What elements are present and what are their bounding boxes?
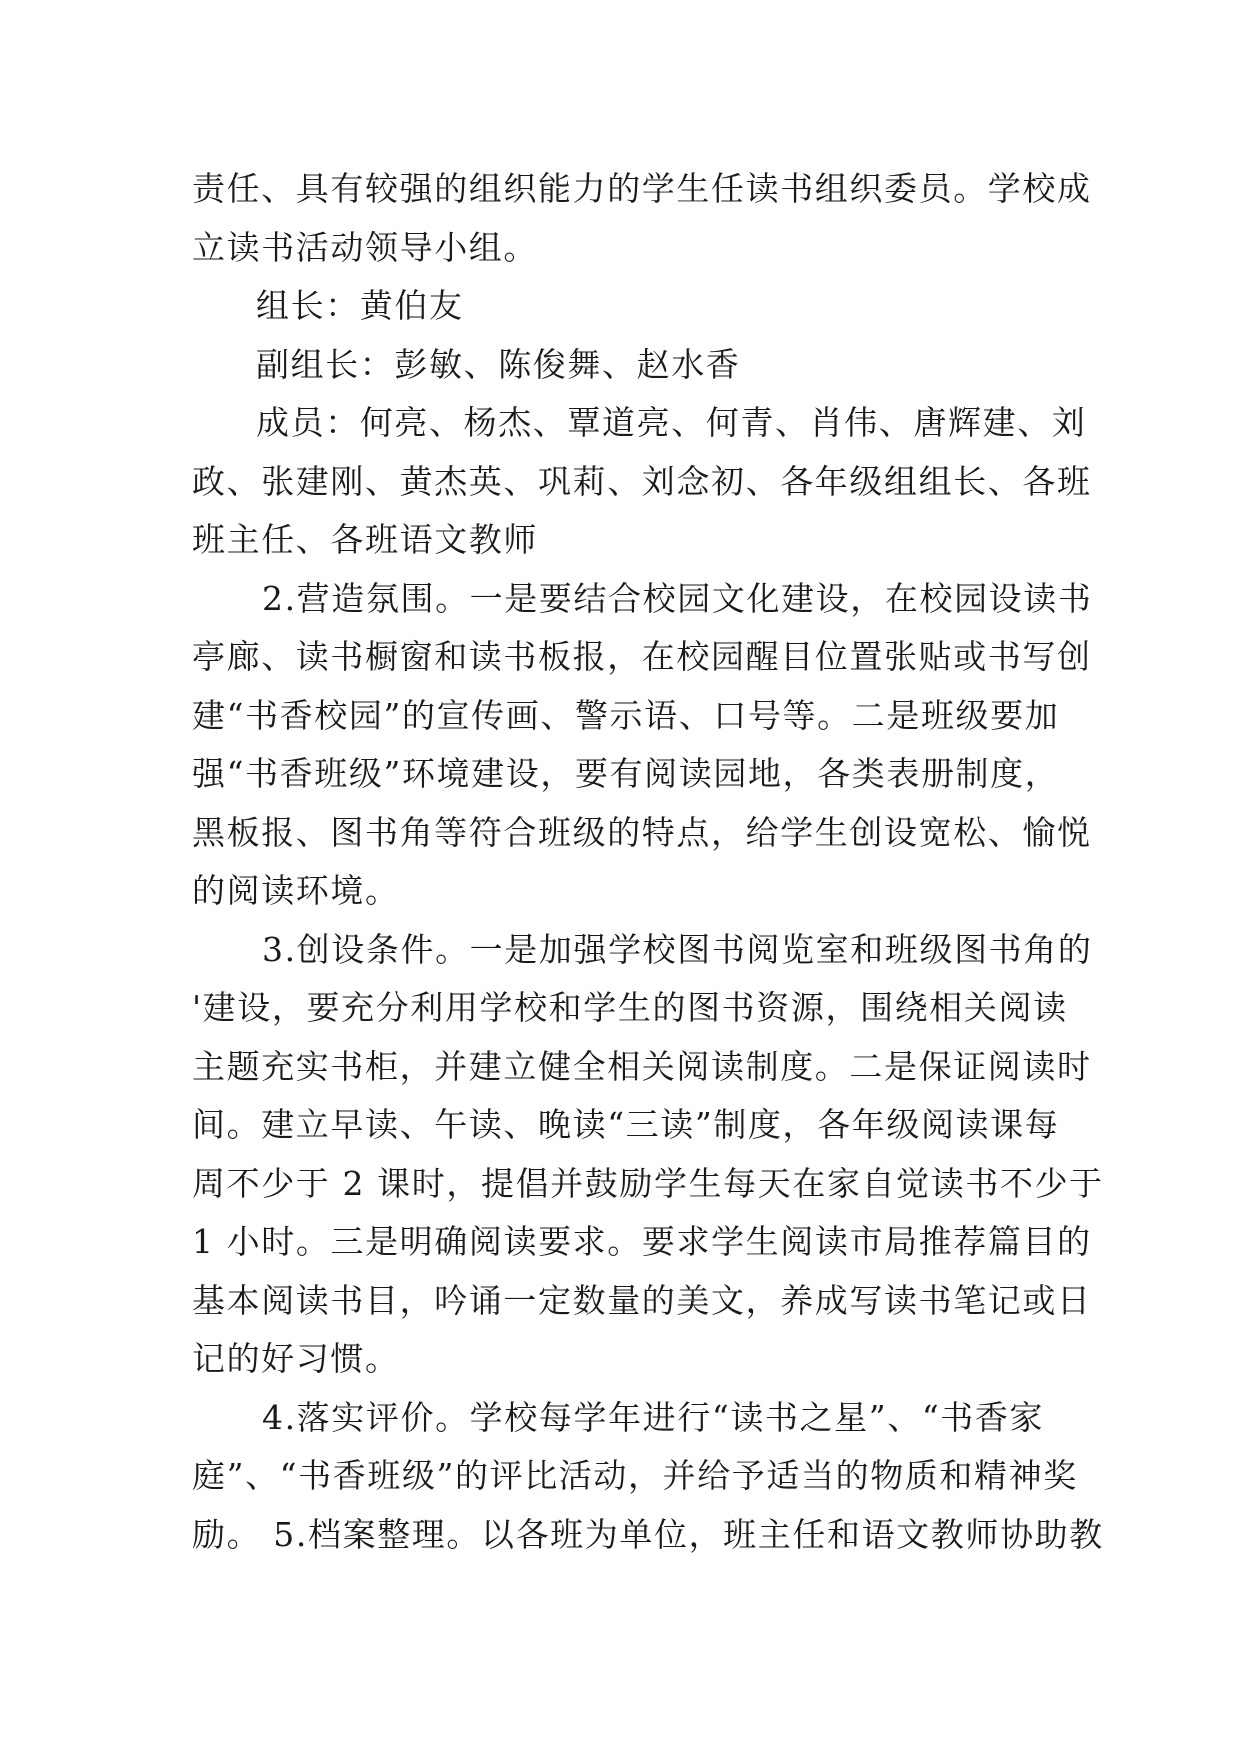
text-line: 成员：何亮、杨杰、覃道亮、何青、肖伟、唐辉建、刘 (256, 403, 1087, 442)
text-line: 黑板报、图书角等符合班级的特点，给学生创设宽松、愉悦 (192, 812, 1092, 852)
text-line: 责任、具有较强的组织能力的学生任读书组织委员。学校成 (192, 169, 1092, 208)
text-line: 庭”、“书香班级”的评比活动，并给予适当的物质和精神奖 (192, 1456, 1078, 1495)
text-line: 3.创设条件。一是加强学校图书阅览室和班级图书角的 (262, 929, 1093, 969)
text-line: 组长：黄伯友 (256, 286, 464, 325)
text-line: 记的好习惯。 (192, 1339, 400, 1378)
text-line: 副组长：彭敏、陈俊舞、赵水香 (256, 344, 741, 384)
text-line: 强“书香班级”环境建设，要有阅读园地，各类表册制度， (192, 754, 1060, 793)
text-line: 政、张建刚、黄杰英、巩莉、刘念初、各年级组组长、各班 (192, 461, 1092, 501)
text-line: 建“书香校园”的宣传画、警示语、口号等。二是班级要加 (192, 695, 1060, 735)
text-line: 基本阅读书目，吟诵一定数量的美文，养成写读书笔记或日 (192, 1280, 1092, 1320)
text-line: '建设，要充分利用学校和学生的图书资源，围绕相关阅读 (192, 988, 1068, 1027)
text-line: 1 小时。三是明确阅读要求。要求学生阅读市局推荐篇目的 (192, 1222, 1092, 1261)
text-line: 立读书活动领导小组。 (192, 227, 538, 267)
text-line: 的阅读环境。 (192, 871, 400, 910)
text-line: 主题充实书柜，并建立健全相关阅读制度。二是保证阅读时 (192, 1046, 1092, 1086)
text-line: 亭廊、读书橱窗和读书板报，在校园醒目位置张贴或书写创 (192, 637, 1092, 676)
text-line: 2.营造氛围。一是要结合校园文化建设，在校园设读书 (262, 578, 1093, 618)
text-line: 4.落实评价。学校每学年进行“读书之星”、“书香家 (262, 1397, 1045, 1437)
text-line: 间。建立早读、午读、晚读“三读”制度，各年级阅读课每 (192, 1105, 1060, 1144)
text-line: 周不少于 2 课时，提倡并鼓励学生每天在家自觉读书不少于 (192, 1163, 1104, 1203)
text-line: 励。 5.档案整理。以各班为单位，班主任和语文教师协助教 (192, 1514, 1104, 1554)
document-body (192, 160, 1104, 1564)
text-line: 班主任、各班语文教师 (192, 520, 538, 559)
